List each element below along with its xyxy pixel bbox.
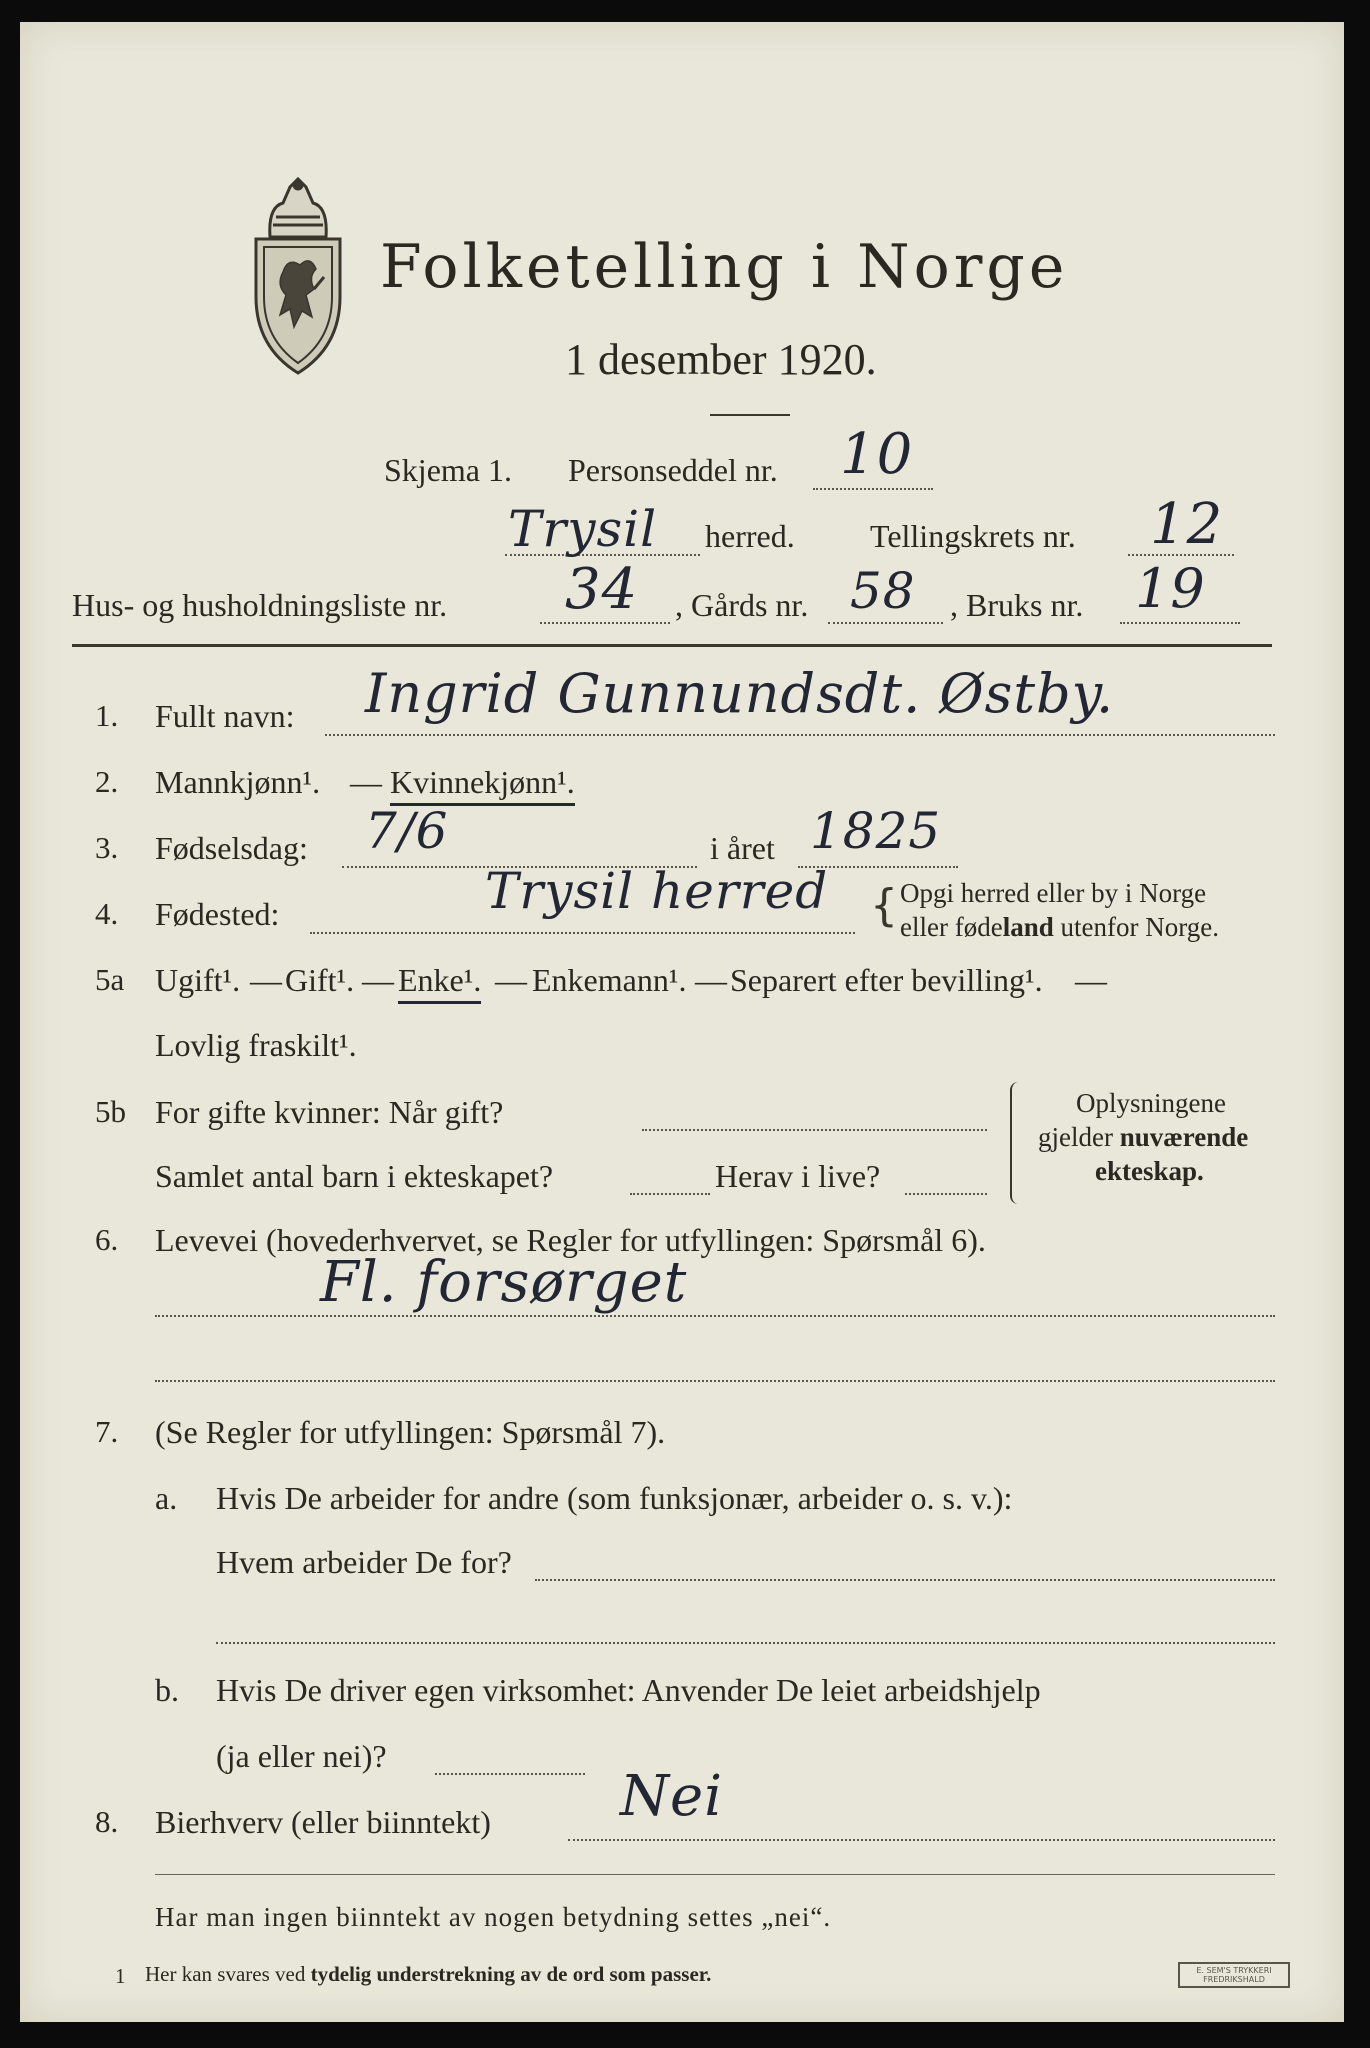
- header-divider: [72, 644, 1272, 647]
- q3-label: Fødselsdag:: [155, 830, 308, 866]
- q3-year-label: i året: [710, 830, 775, 866]
- q5b-note-line2: gjelder nuværende: [1038, 1122, 1249, 1152]
- q5a-ugift: Ugift¹.: [155, 962, 241, 998]
- q5a-sep5: —: [1075, 962, 1107, 998]
- q3-birthday-value[interactable]: 7/6: [365, 802, 449, 860]
- q5a-enke-underlined[interactable]: Enke¹.: [398, 962, 481, 1004]
- husliste-line: [540, 622, 670, 624]
- footer-note: Har man ingen biinntekt av nogen betydning settes „nei“.: [155, 1902, 832, 1932]
- gards-value[interactable]: 58: [850, 562, 916, 620]
- q7b-text: Hvis De driver egen virksomhet: Anvender De leiet arbeidshjelp: [216, 1672, 1041, 1708]
- q5b-note-line1: Oplysningene: [1076, 1088, 1226, 1118]
- husliste-value[interactable]: 34: [565, 557, 639, 622]
- herred-label: herred.: [705, 518, 795, 554]
- q3-number: 3.: [95, 830, 119, 865]
- printer-stamp: E. SEM'S TRYKKERI FREDRIKSHALD: [1178, 1962, 1290, 1988]
- q5b-number: 5b: [95, 1094, 126, 1129]
- q4-line: [310, 932, 855, 934]
- q1-line: [325, 734, 1275, 736]
- footnote-text: Her kan svares ved tydelig understrekning av de ord som passer.: [145, 1962, 712, 1986]
- q5b-bracket: [1010, 1082, 1018, 1204]
- personseddel-label: Personseddel nr.: [568, 452, 778, 488]
- bruks-value[interactable]: 19: [1135, 557, 1206, 620]
- q6-number: 6.: [95, 1222, 119, 1257]
- census-form-sheet: [20, 22, 1344, 2022]
- q5b-live-label: Herav i live?: [715, 1158, 881, 1194]
- q1-number: 1.: [95, 698, 119, 733]
- q7a-line1: [535, 1579, 1275, 1581]
- q5a-number: 5a: [95, 962, 125, 997]
- norwegian-coat-of-arms-icon: [228, 177, 368, 377]
- q5b-barn-line: [630, 1193, 710, 1195]
- q2-male: Mannkjønn¹.: [155, 764, 321, 800]
- q4-note-line1: Opgi herred eller by i Norge: [900, 878, 1207, 908]
- footnote-number: 1: [115, 1964, 126, 1988]
- gards-line: [828, 622, 943, 624]
- q6-line2: [155, 1380, 1275, 1382]
- personseddel-value[interactable]: 10: [840, 422, 914, 487]
- q7-number: 7.: [95, 1414, 119, 1449]
- form-title: Folketelling i Norge: [380, 232, 1069, 302]
- q8-label: Bierhverv (eller biinntekt): [155, 1804, 491, 1840]
- q8-side-income-value[interactable]: Nei: [620, 1764, 724, 1829]
- q7-label: (Se Regler for utfyllingen: Spørsmål 7).: [155, 1414, 666, 1450]
- q7a-question: Hvem arbeider De for?: [216, 1544, 512, 1580]
- q5a-enkemann: Enkemann¹.: [532, 962, 687, 998]
- q1-full-name[interactable]: Ingrid Gunnundsdt. Østby.: [365, 662, 1115, 725]
- q4-number: 4.: [95, 896, 119, 931]
- q6-occupation-value[interactable]: Fl. forsørget: [320, 1250, 688, 1315]
- q4-label: Fødested:: [155, 896, 280, 932]
- q7b-question: (ja eller nei)?: [216, 1738, 387, 1774]
- q4-brace: {: [870, 880, 898, 931]
- q5a-sep4: —: [695, 962, 727, 998]
- q5a-fraskilt: Lovlig fraskilt¹.: [155, 1027, 357, 1063]
- q3-year-value[interactable]: 1825: [810, 802, 942, 860]
- q8-number: 8.: [95, 1804, 119, 1839]
- footer-divider: [155, 1874, 1275, 1875]
- title-divider: [710, 414, 790, 416]
- husliste-label: Hus- og husholdningsliste nr.: [72, 587, 448, 623]
- census-date: 1 desember 1920.: [565, 335, 877, 384]
- tellingskrets-label: Tellingskrets nr.: [870, 518, 1076, 554]
- tellingskrets-value[interactable]: 12: [1150, 492, 1224, 557]
- q7a-line2: [216, 1642, 1275, 1644]
- q2-number: 2.: [95, 764, 119, 799]
- skjema-label: Skjema 1.: [384, 452, 512, 488]
- q2-female-underlined[interactable]: Kvinnekjønn¹.: [390, 764, 575, 806]
- q5a-separert: Separert efter bevilling¹.: [730, 962, 1043, 998]
- q6-label: Levevei (hovederhvervet, se Regler for utfyllingen: Spørsmål 6).: [155, 1222, 986, 1258]
- q5b-note-line3: ekteskap.: [1095, 1156, 1204, 1186]
- q7a-text: Hvis De arbeider for andre (som funksjonær, arbeider o. s. v.):: [216, 1480, 1013, 1516]
- q7b-letter: b.: [155, 1672, 179, 1708]
- q5b-gift-line: [642, 1129, 987, 1131]
- bruks-line: [1120, 622, 1240, 624]
- herred-value[interactable]: Trysil: [508, 500, 658, 558]
- q5a-gift: Gift¹.: [285, 962, 355, 998]
- q8-line: [568, 1839, 1275, 1841]
- q5b-gift-label: For gifte kvinner: Når gift?: [155, 1094, 504, 1130]
- q7a-letter: a.: [155, 1480, 178, 1516]
- q7b-line: [435, 1773, 585, 1775]
- q5a-sep2: —: [362, 962, 394, 998]
- bruks-label: , Bruks nr.: [950, 587, 1084, 623]
- q4-birthplace-value[interactable]: Trysil herred: [485, 862, 829, 920]
- q5a-sep1: —: [250, 962, 282, 998]
- q5b-live-line: [905, 1193, 987, 1195]
- q1-label: Fullt navn:: [155, 698, 295, 734]
- gards-label: , Gårds nr.: [675, 587, 809, 623]
- q6-line1: [155, 1315, 1275, 1317]
- q4-note-line2: eller fødeland utenfor Norge.: [900, 912, 1219, 942]
- q5a-sep3: —: [495, 962, 527, 998]
- q5b-barn-label: Samlet antal barn i ekteskapet?: [155, 1158, 554, 1194]
- q2-separator: —: [350, 764, 382, 800]
- personseddel-line: [813, 488, 933, 490]
